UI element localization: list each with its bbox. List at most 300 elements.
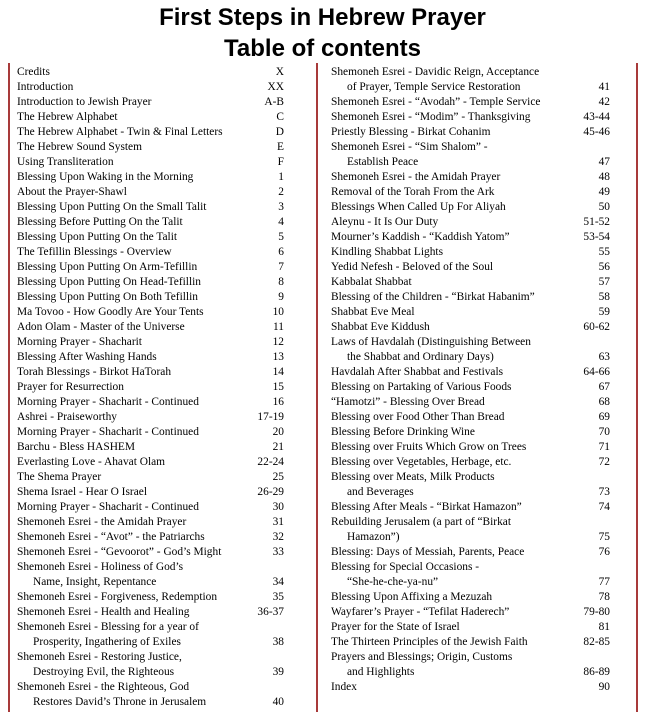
toc-entry-page: 35 — [272, 591, 284, 603]
toc-entry-page: 34 — [272, 576, 284, 588]
toc-entry-page: 55 — [598, 246, 610, 258]
toc-entry — [17, 485, 284, 500]
toc-left-column — [17, 65, 284, 710]
toc-entry-title — [17, 140, 142, 155]
toc-entry — [331, 335, 610, 365]
toc-entry-title — [17, 425, 199, 440]
toc-entry-title-line: Shemoneh Esrei - the Righteous, God — [17, 681, 190, 693]
toc-entry-title-line: Blessing over Vegetables, Herbage, etc. — [331, 456, 512, 468]
toc-entry-page: 2 — [278, 186, 284, 198]
toc-entry-title-line: Ma Tovoo - How Goodly Are Your Tents — [17, 306, 204, 318]
toc-entry-title — [17, 500, 199, 515]
toc-entry-page: 81 — [598, 621, 610, 633]
toc-entry-title-line: Shabbat Eve Kiddush — [331, 321, 430, 333]
toc-entry-title — [17, 395, 199, 410]
toc-entry — [331, 440, 610, 455]
toc-entry-title-line: Wayfarer’s Prayer - “Tefilat Haderech” — [331, 606, 510, 618]
toc-entry-title-continuation: Hamazon”) — [347, 531, 400, 543]
toc-entry — [17, 80, 284, 95]
toc-entry-title — [17, 410, 117, 425]
toc-entry-title-line: Shemoneh Esrei - Blessing for a year of — [17, 621, 199, 633]
toc-entry-title — [331, 170, 500, 185]
toc-entry — [331, 680, 610, 695]
toc-entry-title — [17, 230, 177, 245]
toc-entry — [17, 425, 284, 440]
center-divider-rule — [316, 63, 318, 712]
toc-entry-title — [331, 470, 495, 500]
toc-entry-page: 11 — [273, 321, 284, 333]
toc-entry-title-line: Priestly Blessing - Birkat Cohanim — [331, 126, 491, 138]
toc-entry-title — [17, 215, 183, 230]
toc-entry-page: 12 — [272, 336, 284, 348]
toc-entry-title — [331, 440, 526, 455]
toc-entry-title-line: Blessing Upon Waking in the Morning — [17, 171, 194, 183]
toc-entry-title-line: Morning Prayer - Shacharit — [17, 336, 142, 348]
toc-entry-page: 70 — [598, 426, 610, 438]
toc-entry — [17, 65, 284, 80]
toc-entry-title-continuation: and Highlights — [347, 666, 415, 678]
toc-entry-page: X — [275, 66, 284, 78]
toc-entry-title — [17, 515, 186, 530]
toc-entry-title-line: Everlasting Love - Ahavat Olam — [17, 456, 166, 468]
toc-entry-title — [17, 650, 182, 680]
toc-entry-page: 20 — [272, 426, 284, 438]
toc-entry — [17, 455, 284, 470]
toc-entry-page: 21 — [272, 441, 284, 453]
toc-entry-title — [331, 410, 504, 425]
toc-entry — [17, 95, 284, 110]
toc-entry-page: 86-89 — [583, 666, 610, 678]
toc-entry-title-line: About the Prayer-Shawl — [17, 186, 127, 198]
toc-entry-title — [17, 590, 217, 605]
toc-entry — [331, 605, 610, 620]
toc-entry-title-line: Shemoneh Esrei - “Avot” - the Patriarchs — [17, 531, 205, 543]
toc-entry-title — [17, 245, 172, 260]
toc-entry-page: 51-52 — [583, 216, 610, 228]
toc-entry — [17, 110, 284, 125]
toc-entry — [17, 275, 284, 290]
toc-entry — [17, 395, 284, 410]
toc-entry-title-line: The Hebrew Sound System — [17, 141, 142, 153]
toc-entry-title-line: Shemoneh Esrei - the Amidah Prayer — [17, 516, 187, 528]
toc-entry-title-line: Aleynu - It Is Our Duty — [331, 216, 439, 228]
toc-entry-title-line: Kindling Shabbat Lights — [331, 246, 444, 258]
toc-entry-title-line: Shemoneh Esrei - the Amidah Prayer — [331, 171, 501, 183]
toc-entry-page: 3 — [278, 201, 284, 213]
toc-entry — [17, 650, 284, 680]
toc-entry — [17, 335, 284, 350]
toc-entry — [17, 380, 284, 395]
toc-entry — [331, 290, 610, 305]
toc-entry-page: 40 — [272, 696, 284, 708]
toc-entry-title-continuation: of Prayer, Temple Service Restoration — [347, 81, 521, 93]
toc-entry — [17, 290, 284, 305]
toc-entry-title-line: Shemoneh Esrei - “Modim” - Thanksgiving — [331, 111, 531, 123]
toc-entry-page: 48 — [598, 171, 610, 183]
toc-entry — [17, 620, 284, 650]
toc-entry-page: 32 — [272, 531, 284, 543]
toc-entry-page: 39 — [272, 666, 284, 678]
toc-entry — [331, 470, 610, 500]
toc-entry-title-line: Barchu - Bless HASHEM — [17, 441, 136, 453]
toc-entry-title-line: Shemoneh Esrei - “Sim Shalom” - — [331, 141, 488, 153]
toc-entry-title — [331, 515, 511, 545]
toc-entry-page: 7 — [278, 261, 284, 273]
toc-entry-title-line: Morning Prayer - Shacharit - Continued — [17, 501, 199, 513]
toc-entry-title-continuation: Restores David’s Throne in Jerusalem — [33, 696, 207, 708]
toc-entry-title — [17, 455, 165, 470]
toc-entry-title-line: The Tefillin Blessings - Overview — [17, 246, 172, 258]
toc-entry — [17, 590, 284, 605]
toc-entry-title — [331, 560, 479, 590]
toc-entry-title-line: Shemoneh Esrei - “Gevoorot” - God’s Might — [17, 546, 222, 558]
toc-entry-title — [17, 65, 50, 80]
toc-entry-title-line: Blessing Before Putting On the Talit — [17, 216, 183, 228]
toc-entry — [17, 410, 284, 425]
toc-entry-title — [17, 485, 147, 500]
toc-entry-title — [17, 260, 197, 275]
toc-entry — [17, 215, 284, 230]
toc-entry-title — [331, 65, 539, 95]
toc-entry-title-continuation: Name, Insight, Repentance — [33, 576, 157, 588]
toc-entry — [17, 140, 284, 155]
toc-entry-title-line: Introduction — [17, 81, 74, 93]
toc-entry-title-line: Morning Prayer - Shacharit - Continued — [17, 396, 199, 408]
toc-entry-page: 30 — [272, 501, 284, 513]
toc-entry-title-line: Laws of Havdalah (Distinguishing Between — [331, 336, 531, 348]
toc-entry-page: E — [277, 141, 284, 153]
toc-entry — [331, 395, 610, 410]
toc-entry-title — [17, 305, 204, 320]
toc-entry-title — [331, 455, 511, 470]
toc-entry-page: 50 — [598, 201, 610, 213]
toc-entry-page: 82-85 — [583, 636, 610, 648]
toc-entry-page: 49 — [598, 186, 610, 198]
toc-entry-title — [17, 470, 101, 485]
toc-entry-title-line: Adon Olam - Master of the Universe — [17, 321, 185, 333]
toc-entry — [331, 455, 610, 470]
toc-entry-page: 15 — [272, 381, 284, 393]
toc-entry-title-continuation: Prosperity, Ingathering of Exiles — [33, 636, 181, 648]
toc-entry-page: 45-46 — [583, 126, 610, 138]
toc-entry-title — [331, 500, 522, 515]
toc-entry-page: XX — [267, 81, 284, 93]
toc-entry-title — [331, 335, 531, 365]
toc-entry-title-line: Rebuilding Jerusalem (a part of “Birkat — [331, 516, 511, 528]
toc-entry — [331, 230, 610, 245]
toc-entry-page: 25 — [272, 471, 284, 483]
toc-entry-title — [17, 335, 142, 350]
toc-entry — [331, 125, 610, 140]
toc-entry-title-continuation: and Beverages — [347, 486, 414, 498]
toc-entry — [17, 155, 284, 170]
toc-entry-page: D — [275, 126, 284, 138]
toc-entry-page: 6 — [278, 246, 284, 258]
toc-entry-title-line: Blessing for Special Occasions - — [331, 561, 480, 573]
toc-entry — [331, 305, 610, 320]
toc-entry — [331, 215, 610, 230]
toc-entry-title-line: Shemoneh Esrei - “Avodah” - Temple Service — [331, 96, 541, 108]
toc-entry — [331, 65, 610, 95]
toc-entry-page: 41 — [598, 81, 610, 93]
toc-entry-title-line: Blessing Before Drinking Wine — [331, 426, 475, 438]
toc-entry-title-continuation: the Shabbat and Ordinary Days) — [347, 351, 494, 363]
toc-entry-title-continuation: Destroying Evil, the Righteous — [33, 666, 175, 678]
toc-entry-title-line: Kabbalat Shabbat — [331, 276, 412, 288]
toc-entry — [17, 545, 284, 560]
toc-entry-title — [17, 350, 157, 365]
toc-entry-title — [331, 395, 485, 410]
toc-entry-title-line: Using Transliteration — [17, 156, 114, 168]
toc-entry-title — [17, 530, 205, 545]
toc-entry — [331, 95, 610, 110]
toc-entry — [17, 125, 284, 140]
toc-entry-title — [17, 440, 135, 455]
toc-entry — [331, 425, 610, 440]
toc-entry-page: 73 — [598, 486, 610, 498]
toc-entry — [331, 545, 610, 560]
toc-entry-page: 1 — [278, 171, 284, 183]
toc-entry-page: 76 — [598, 546, 610, 558]
toc-entry-title-line: Prayer for Resurrection — [17, 381, 124, 393]
toc-entry-title — [17, 185, 127, 200]
toc-entry-title — [331, 305, 415, 320]
toc-entry-title-line: Blessing over Meats, Milk Products — [331, 471, 495, 483]
toc-entry — [17, 560, 284, 590]
toc-entry-page: 47 — [598, 156, 610, 168]
toc-entry-page: 26-29 — [257, 486, 284, 498]
toc-entry-title-line: Shemoneh Esrei - Health and Healing — [17, 606, 190, 618]
toc-entry-title — [331, 95, 540, 110]
toc-entry-page: 74 — [598, 501, 610, 513]
toc-entry-title — [17, 290, 198, 305]
toc-entry-title — [17, 200, 206, 215]
toc-entry-page: 13 — [272, 351, 284, 363]
toc-entry-page: 79-80 — [583, 606, 610, 618]
toc-entry-page: 75 — [598, 531, 610, 543]
toc-entry-title — [331, 230, 510, 245]
toc-entry-page: 43-44 — [583, 111, 610, 123]
toc-entry-page: 57 — [598, 276, 610, 288]
toc-entry-title-line: “Hamotzi” - Blessing Over Bread — [331, 396, 485, 408]
toc-entry — [331, 245, 610, 260]
toc-entry-page: 38 — [272, 636, 284, 648]
toc-entry — [331, 560, 610, 590]
toc-entry-title — [331, 110, 530, 125]
toc-entry-title-line: Index — [331, 681, 357, 693]
toc-entry — [17, 185, 284, 200]
toc-entry-title — [17, 560, 183, 590]
toc-entry-page: 69 — [598, 411, 610, 423]
toc-entry-title — [17, 80, 73, 95]
toc-entry-title-line: Blessing Upon Affixing a Mezuzah — [331, 591, 493, 603]
toc-entry-title-line: Credits — [17, 66, 50, 78]
toc-entry-title — [331, 275, 412, 290]
toc-entry-page: 16 — [272, 396, 284, 408]
toc-entry-title — [331, 545, 524, 560]
toc-entry-title — [331, 215, 438, 230]
toc-entry-page: 8 — [278, 276, 284, 288]
toc-entry-title — [17, 275, 201, 290]
toc-entry — [331, 275, 610, 290]
toc-entry-page: 78 — [598, 591, 610, 603]
toc-entry-page: 42 — [598, 96, 610, 108]
toc-entry-title-line: Shabbat Eve Meal — [331, 306, 415, 318]
toc-entry-title-line: Torah Blessings - Birkot HaTorah — [17, 366, 172, 378]
toc-entry-page: 31 — [272, 516, 284, 528]
toc-entry-title-line: Morning Prayer - Shacharit - Continued — [17, 426, 199, 438]
toc-entry-title-line: The Thirteen Principles of the Jewish Faith — [331, 636, 528, 648]
toc-right-column — [331, 65, 610, 695]
toc-entry-page: F — [277, 156, 284, 168]
document-subtitle: Table of contents — [224, 35, 421, 62]
toc-entry-title — [331, 680, 357, 695]
toc-entry-title — [331, 590, 492, 605]
toc-entry-page: 58 — [598, 291, 610, 303]
toc-entry-title-line: Yedid Nefesh - Beloved of the Soul — [331, 261, 494, 273]
toc-entry-title — [331, 650, 512, 680]
toc-entry-page: 90 — [598, 681, 610, 693]
toc-entry-title — [331, 635, 528, 650]
toc-entry-title-line: Shemoneh Esrei - Forgiveness, Redemption — [17, 591, 218, 603]
toc-entry — [331, 410, 610, 425]
toc-entry-title-line: Blessing After Meals - “Birkat Hamazon” — [331, 501, 522, 513]
toc-entry — [17, 170, 284, 185]
toc-entry-title — [17, 95, 151, 110]
toc-entry-page: 77 — [598, 576, 610, 588]
toc-entry-page: 59 — [598, 306, 610, 318]
toc-entry-page: 68 — [598, 396, 610, 408]
toc-entry — [331, 650, 610, 680]
toc-entry — [17, 230, 284, 245]
left-border-rule — [8, 63, 10, 712]
toc-entry-title — [331, 365, 503, 380]
document-title: First Steps in Hebrew Prayer — [159, 4, 486, 31]
toc-entry — [331, 635, 610, 650]
toc-entry-title — [17, 155, 114, 170]
toc-entry-title — [331, 290, 535, 305]
toc-entry-title-line: Blessing Upon Putting On the Talit — [17, 231, 178, 243]
toc-entry-title-continuation: Establish Peace — [347, 156, 419, 168]
toc-entry-title — [331, 200, 506, 215]
toc-entry-page: A-B — [264, 96, 284, 108]
toc-entry — [331, 620, 610, 635]
toc-entry-title-line: Blessing over Fruits Which Grow on Trees — [331, 441, 527, 453]
toc-entry-title — [17, 380, 124, 395]
toc-entry-page: 56 — [598, 261, 610, 273]
toc-entry-page: 64-66 — [583, 366, 610, 378]
toc-entry — [331, 110, 610, 125]
toc-entry-page: 22-24 — [257, 456, 284, 468]
toc-entry-title — [331, 260, 493, 275]
toc-entry-title — [17, 365, 171, 380]
toc-entry — [17, 365, 284, 380]
toc-entry-page: 63 — [598, 351, 610, 363]
toc-entry-title-line: Blessing Upon Putting On Arm-Tefillin — [17, 261, 198, 273]
toc-entry — [331, 200, 610, 215]
toc-entry — [17, 350, 284, 365]
toc-entry-page: 14 — [272, 366, 284, 378]
toc-entry-title — [17, 110, 118, 125]
toc-entry — [331, 515, 610, 545]
toc-entry-page: 10 — [272, 306, 284, 318]
toc-entry-title-line: Blessing Upon Putting On the Small Talit — [17, 201, 207, 213]
toc-entry — [331, 185, 610, 200]
toc-entry-page: 72 — [598, 456, 610, 468]
toc-entry-title — [331, 125, 490, 140]
toc-entry-page: 36-37 — [257, 606, 284, 618]
toc-entry-title — [17, 620, 199, 650]
toc-entry-title-line: Shemoneh Esrei - Restoring Justice, — [17, 651, 182, 663]
toc-entry-title-line: Blessing on Partaking of Various Foods — [331, 381, 512, 393]
toc-entry-title — [331, 605, 509, 620]
toc-entry — [17, 470, 284, 485]
toc-entry — [331, 590, 610, 605]
toc-entry — [17, 605, 284, 620]
toc-entry-page: 5 — [278, 231, 284, 243]
toc-entry-title-line: Blessing After Washing Hands — [17, 351, 157, 363]
toc-entry-title-line: Shema Israel - Hear O Israel — [17, 486, 147, 498]
toc-entry — [17, 305, 284, 320]
toc-entry — [331, 140, 610, 170]
toc-entry-title-line: Blessing of the Children - “Birkat Habanim” — [331, 291, 535, 303]
toc-entry — [17, 260, 284, 275]
toc-entry-title-continuation: “She-he-che-ya-nu” — [347, 576, 439, 588]
toc-entry-title-line: Blessings When Called Up For Aliyah — [331, 201, 506, 213]
toc-entry-title — [17, 680, 206, 710]
toc-entry — [17, 680, 284, 710]
toc-entry-title — [331, 620, 460, 635]
toc-entry-title — [17, 125, 223, 140]
toc-entry-title-line: Blessing: Days of Messiah, Parents, Peace — [331, 546, 525, 558]
toc-entry — [331, 500, 610, 515]
toc-entry-title — [331, 320, 430, 335]
toc-entry-title — [331, 380, 511, 395]
toc-entry — [331, 320, 610, 335]
toc-entry — [17, 500, 284, 515]
toc-entry-title-line: Prayer for the State of Israel — [331, 621, 460, 633]
toc-entry — [17, 530, 284, 545]
toc-entry-title-line: Blessing over Food Other Than Bread — [331, 411, 505, 423]
toc-entry-title-line: Mourner’s Kaddish - “Kaddish Yatom” — [331, 231, 510, 243]
toc-entry — [17, 245, 284, 260]
toc-entry — [17, 320, 284, 335]
toc-entry-title-line: The Hebrew Alphabet — [17, 111, 118, 123]
toc-entry — [17, 440, 284, 455]
toc-entry-title-line: Ashrei - Praiseworthy — [17, 411, 117, 423]
toc-entry-page: 9 — [278, 291, 284, 303]
toc-entry-title — [331, 140, 488, 170]
toc-entry-page: C — [276, 111, 284, 123]
toc-entry-title-line: Havdalah After Shabbat and Festivals — [331, 366, 504, 378]
toc-entry-page: 33 — [272, 546, 284, 558]
toc-entry-title — [17, 605, 189, 620]
toc-entry-page: 53-54 — [583, 231, 610, 243]
toc-entry — [17, 200, 284, 215]
toc-entry-title — [17, 320, 185, 335]
toc-entry-title-line: The Shema Prayer — [17, 471, 102, 483]
toc-entry-page: 60-62 — [583, 321, 610, 333]
toc-entry-title-line: Shemoneh Esrei - Davidic Reign, Acceptance — [331, 66, 540, 78]
toc-entry-title — [331, 425, 475, 440]
toc-entry-title-line: Removal of the Torah From the Ark — [331, 186, 495, 198]
right-border-rule — [636, 63, 638, 712]
toc-entry — [17, 515, 284, 530]
toc-entry-title — [331, 245, 443, 260]
toc-entry — [331, 380, 610, 395]
toc-entry-title-line: Prayers and Blessings; Origin, Customs — [331, 651, 513, 663]
toc-entry-title-line: Blessing Upon Putting On Both Tefillin — [17, 291, 198, 303]
